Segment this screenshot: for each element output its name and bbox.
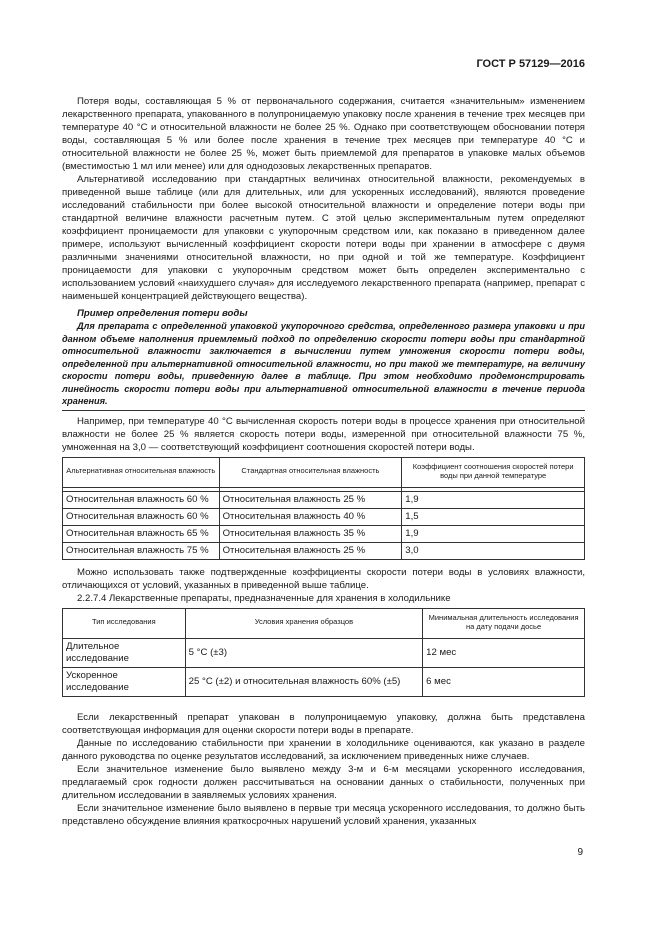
paragraph: Если значительное изменение было выявлено между 3-м и 6-м месяцами ускоренного исследования, предлагаемый срок годности должен рассчитываться на основании данных о стабильности, полученных при длительном исследовании в заявляемых условиях хранения.	[62, 763, 585, 801]
table-header: Тип исследования	[63, 608, 186, 638]
example-title: Пример определения потери воды	[77, 308, 248, 319]
paragraph: Можно использовать также подтвержденные коэффициенты скорости потери воды в условиях влажности, отличающихся от условий, указанных в приведенной выше таблице.	[62, 566, 585, 591]
section-heading: 2.2.7.4 Лекарственные препараты, предназначенные для хранения в холодильнике	[77, 592, 451, 604]
paragraph: Потеря воды, составляющая 5 % от первоначального содержания, считается «значительным» изменением лекарственного препарата, упакованного в полупроницаемую упаковку после хранения в течение трех месяцев при температуре 40 °С и относительной влажности не более 25 %. Однако при соответствующем обосновании потеря воды, составляющая 5 % или более после хранения в течение трех месяцев при температуре 40 °С и относительной влажности не более 25 %, может быть приемлемой для препаратов в упаковке малых объемов (вместимостью 1 мл или менее) или для однодозовых лекарственных препаратов.	[62, 96, 585, 172]
page-content	[62, 95, 585, 828]
table-cell: Относительная влажность 65 %	[63, 525, 220, 542]
table-header: Минимальная длительность исследования на дату подачи досье	[423, 608, 585, 638]
page-number: 9	[577, 847, 583, 858]
table-row	[63, 667, 585, 696]
table-cell: Относительная влажность 25 %	[219, 542, 402, 559]
table-cell: Длительное исследование	[63, 638, 186, 667]
paragraph: Если лекарственный препарат упакован в полупроницаемую упаковку, должна быть представлена соответствующая информация для оценки скорости потери воды в препарате.	[62, 711, 585, 736]
paragraph: Альтернативой исследованию при стандартных величинах относительной влажности, рекомендуемых в приведенной выше таблице (или для длительных, или для ускоренных исследований), являются проведение исследований стабильности при более высокой относительной влажности и определение потери воды при стандартной величине влажности расчетным путем. С этой целью экспериментальным путем определяют коэффициент проницаемости для упаковки с укупорочным средством или, как показано в приведенном далее примере, используют вычисленный коэффициент скорости потери воды при хранении в атмосфере с двумя различными значениями относительной влажности, но при одной и той же температуре. Коэффициент проницаемости для упаковки с укупорочным средством может быть определен экспериментально с использованием условий «наихудшего случая» для исследуемого лекарственного препарата (например, препарат с наименьшей концентрацией действующего вещества).	[62, 174, 585, 302]
table-header: Коэффициент соотношения скоростей потери воды при данной температуре	[402, 457, 585, 487]
table-row	[63, 542, 585, 559]
table-cell: Относительная влажность 40 %	[219, 508, 402, 525]
table-header: Условия хранения образцов	[185, 608, 423, 638]
paragraph: Данные по исследованию стабильности при хранении в холодильнике оцениваются, как указано в разделе данного руководства по оценке результатов исследований, за исключением приведенных ниже случаев.	[62, 737, 585, 762]
table-cell: 5 °С (±3)	[185, 638, 423, 667]
table-header-row	[63, 457, 585, 487]
water-loss-ratio-table	[62, 457, 585, 560]
table-cell: Относительная влажность 35 %	[219, 525, 402, 542]
table-cell: Относительная влажность 75 %	[63, 542, 220, 559]
table-cell: 1,5	[402, 508, 585, 525]
table-cell: 25 °С (±2) и относительная влажность 60% (±5)	[185, 667, 423, 696]
table-cell: 3,0	[402, 542, 585, 559]
table-cell: 1,9	[402, 491, 585, 508]
table-cell: Ускоренное исследование	[63, 667, 186, 696]
document-header: ГОСТ Р 57129—2016	[476, 58, 585, 70]
table-cell: Относительная влажность 60 %	[63, 491, 220, 508]
table-header: Стандартная относительная влажность	[219, 457, 402, 487]
table-header-row	[63, 608, 585, 638]
table-cell: 6 мес	[423, 667, 585, 696]
table-cell: Относительная влажность 25 %	[219, 491, 402, 508]
example-block	[62, 307, 585, 411]
paragraph: Если значительное изменение было выявлено в первые три месяца ускоренного исследования, то должно быть представлено обсуждение влияния краткосрочных нарушений условий хранения, указанных	[62, 802, 585, 827]
table-row	[63, 491, 585, 508]
table-row	[63, 638, 585, 667]
table-header: Альтернативная относительная влажность	[63, 457, 220, 487]
table-cell: Относительная влажность 60 %	[63, 508, 220, 525]
example-text: Для препарата с определенной упаковкой укупорочного средства, определенного размера упаковки и при данном объеме наполнения приемлемый подход по определению скорости потери воды при стандартной относительной влажности заключается в вычислении путем умножения скорости потери воды, определенной при альтернативной относительной влажности, но при такой же температуре, на величину скорости потери воды, приведенную далее в таблице. При этом необходимо продемонстрировать линейность скорости потери воды при альтернативной относительной влажности в течение периода хранения.	[62, 321, 585, 406]
table-cell: 12 мес	[423, 638, 585, 667]
table-row	[63, 508, 585, 525]
refrigerator-storage-table	[62, 608, 585, 697]
table-row	[63, 525, 585, 542]
paragraph: Например, при температуре 40 °С вычисленная скорость потери воды в процессе хранения при относительной влажности не более 25 % является скорость потери воды, измеренной при относительной влажности 75 %, умноженная на 3,0 — соответствующий коэффициент соотношения скоростей потери воды.	[62, 415, 585, 453]
table-cell: 1,9	[402, 525, 585, 542]
